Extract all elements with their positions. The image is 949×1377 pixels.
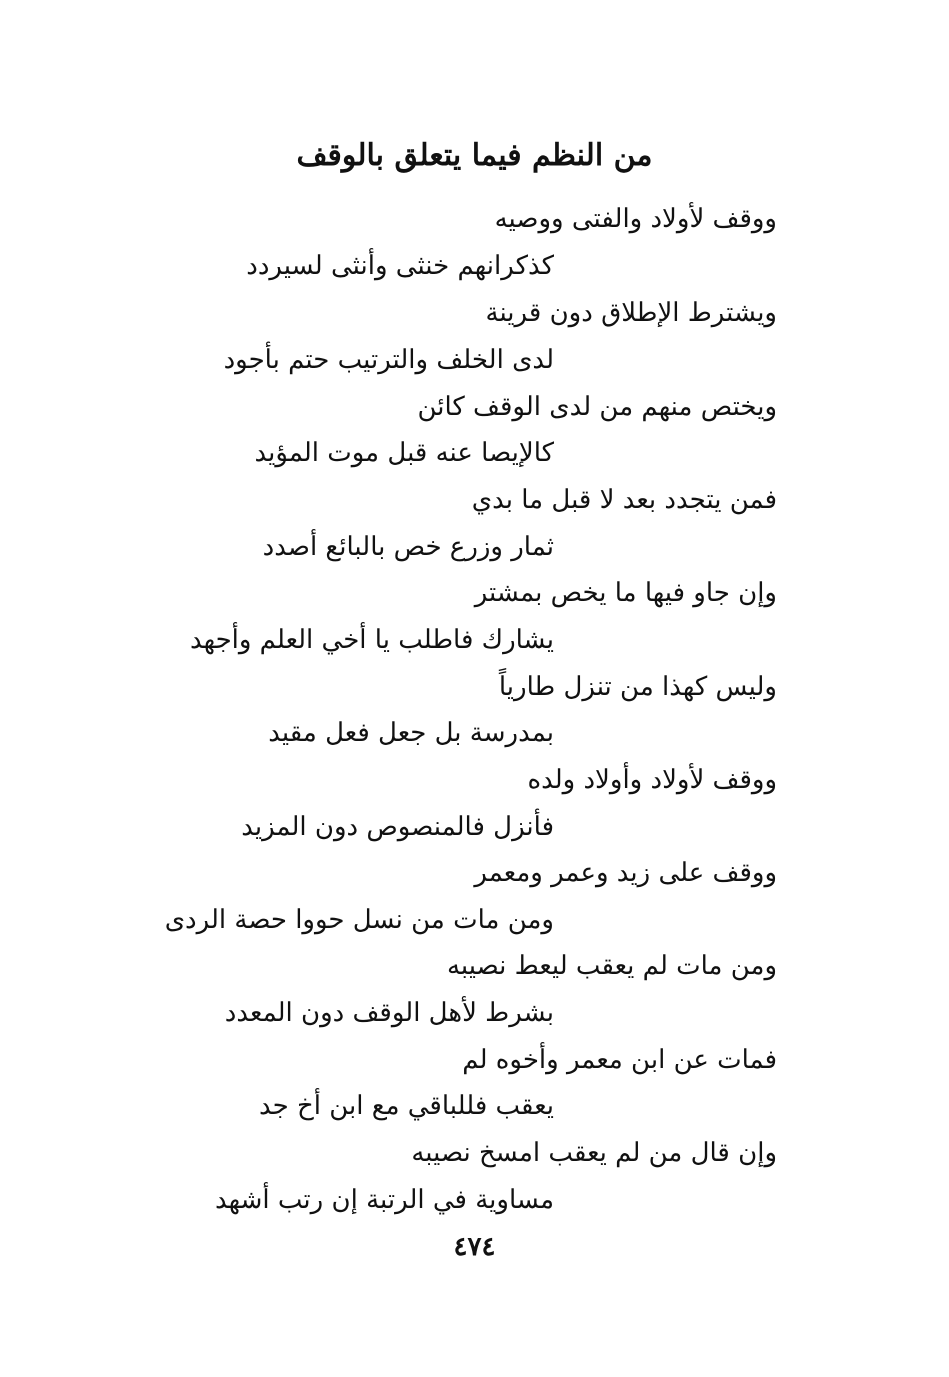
page-number: ٤٧٤ <box>453 1232 496 1262</box>
verse-line-14: فأنزل فالمنصوص دون المزيد <box>241 812 554 842</box>
verse-line-8: ثمار وزرع خص بالبائع أصدد <box>262 532 554 562</box>
verse-line-5: ويختص منهم من لدى الوقف كائن <box>417 392 777 422</box>
verse-line-9: وإن جاو فيها ما يخص بمشتر <box>474 578 777 608</box>
verse-line-20: يعقب فللباقي مع ابن أخ جد <box>258 1091 554 1121</box>
verse-line-16: ومن مات من نسل حووا حصة الردى <box>164 905 554 935</box>
verse-line-18: بشرط لأهل الوقف دون المعدد <box>224 998 554 1028</box>
verse-line-7: فمن يتجدد بعد لا قبل ما بدي <box>471 485 777 515</box>
verse-line-12: بمدرسة بل جعل فعل مقيد <box>268 718 554 748</box>
verse-line-13: ووقف لأولاد وأولاد ولده <box>527 765 777 795</box>
verse-line-4: لدى الخلف والترتيب حتم بأجود <box>223 345 554 375</box>
verse-line-15: ووقف على زيد وعمر ومعمر <box>474 858 777 888</box>
verse-line-1: ووقف لأولاد والفتى ووصيه <box>494 204 777 234</box>
page-title: من النظم فيما يتعلق بالوقف <box>296 138 653 173</box>
verse-line-6: كالإيصا عنه قبل موت المؤيد <box>254 438 554 468</box>
verse-line-22: مساوية في الرتبة إن رتب أشهد <box>215 1185 554 1215</box>
verse-line-11: وليس كهذا من تنزل طارياً <box>498 672 777 702</box>
verse-line-10: يشارك فاطلب يا أخي العلم وأجهد <box>189 625 554 655</box>
verse-line-21: وإن قال من لم يعقب امسخ نصيبه <box>411 1138 777 1168</box>
verse-line-2: كذكرانهم خنثى وأنثى لسيردد <box>246 251 554 281</box>
verse-line-17: ومن مات لم يعقب ليعط نصيبه <box>446 951 777 981</box>
verse-line-3: ويشترط الإطلاق دون قرينة <box>485 298 777 328</box>
verse-line-19: فمات عن ابن معمر وأخوه لم <box>462 1045 777 1075</box>
